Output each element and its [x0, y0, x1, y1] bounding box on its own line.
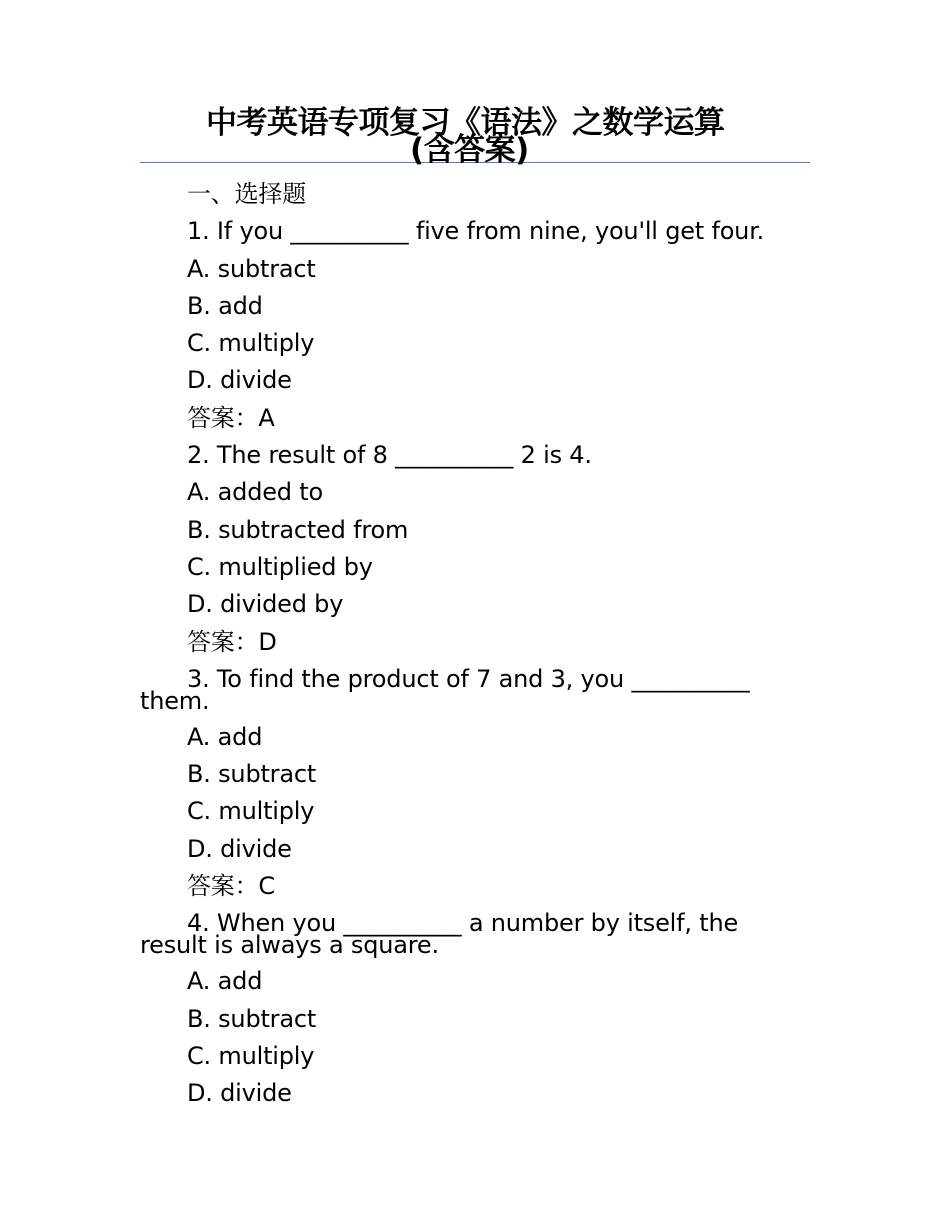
document-body	[140, 176, 820, 1113]
question-4-option-d: D. divide	[187, 1079, 292, 1108]
question-1-stem: 1. If you __________ five from nine, you'll get four.	[187, 217, 765, 246]
question-2-option-a: A. added to	[187, 478, 323, 507]
question-2-option-d: D. divided by	[187, 590, 344, 619]
question-2-stem: 2. The result of 8 __________ 2 is 4.	[187, 441, 592, 470]
question-4-option-a: A. add	[187, 967, 263, 996]
document-title	[140, 102, 810, 168]
section-heading: 一、选择题	[187, 180, 306, 208]
question-2-option-c: C. multiplied by	[187, 552, 373, 581]
question-2-option-b: B. subtracted from	[187, 515, 409, 544]
question-4-option-b: B. subtract	[187, 1004, 317, 1033]
question-3-option-a: A. add	[187, 722, 263, 751]
question-1-option-d: D. divide	[187, 366, 292, 395]
question-3-answer: 答案：C	[187, 872, 275, 901]
title-main: 中考英语专项复习《语法》之数学运算	[206, 105, 725, 141]
question-2-answer: 答案：D	[187, 627, 277, 656]
question-1-option-c: C. multiply	[187, 329, 315, 358]
question-4-stem: 4. When you __________ a number by itself, the result is always a square.	[140, 909, 739, 960]
question-1-option-a: A. subtract	[187, 254, 316, 283]
question-1-answer: 答案：A	[187, 403, 275, 432]
question-1-option-b: B. add	[187, 291, 263, 320]
question-3-option-d: D. divide	[187, 834, 292, 863]
question-4-option-c: C. multiply	[187, 1041, 315, 1070]
title-suffix: (含答案)	[410, 132, 529, 168]
question-3-stem: 3. To find the product of 7 and 3, you __________ them.	[140, 664, 750, 715]
question-3-option-b: B. subtract	[187, 760, 317, 789]
question-3-option-c: C. multiply	[187, 797, 315, 826]
